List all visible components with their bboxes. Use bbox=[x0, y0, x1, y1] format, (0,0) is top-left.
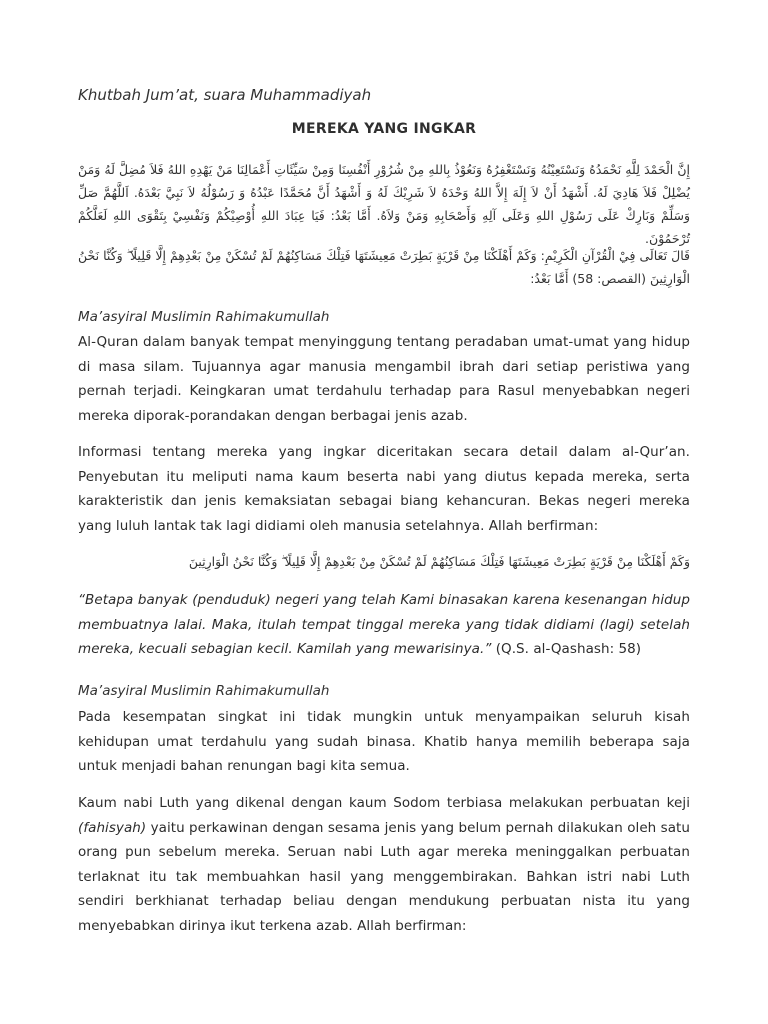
verse-arabic-text: وَكَمْ أَهْلَكْنَا مِنْ قَرْيَةٍ بَطِرَتْ مَعِيشَتَهَا فَتِلْكَ مَسَاكِنُهُمْ لَمْ تُسْكَنْ مِنْ بَعْدِهِمْ إِلَّا قَلِيلًا ۖ وَكُنَّا نَحْنُ الْوَارِثِينَ bbox=[188, 554, 690, 569]
verse-translation-quote bbox=[78, 588, 690, 662]
paragraph: Informasi tentang mereka yang ingkar diceritakan secara detail dalam al-Qur’an. Penyebutan itu meliputi nama kaum beserta nabi yang diutus kepada mereka, serta karakteristik dan jenis kemaksiatan sebagai biang kehancuran. Bekas negeri mereka yang luluh lantak tak lagi didiami oleh manusia setelahnya. Allah berfirman: bbox=[78, 444, 690, 534]
quote-text: “Betapa banyak (penduduk) negeri yang telah Kami binasakan karena kesenangan hidup membuatnya lalai. Maka, itulah tempat tinggal mereka yang tidak didiami (lagi) setelah mereka, kecuali sebagian kecil. Kamilah yang mewarisinya.” bbox=[78, 592, 690, 657]
paragraph: Al-Quran dalam banyak tempat menyinggung tentang peradaban umat-umat yang hidup di masa silam. Tujuannya agar manusia mengambil ibrah dari setiap peristiwa yang pernah terjadi. Keingkaran umat terdahulu terhadap para Rasul menyebabkan negeri mereka diporak-porandakan dengan berbagai jenis azab. bbox=[78, 334, 690, 424]
paragraph-text: yaitu perkawinan dengan sesama jenis yang belum pernah dilakukan oleh satu orang pun sebelum mereka. Seruan nabi Luth agar mereka meninggalkan perbuatan terlaknat itu tak membuahkan hasil yang menggembirakan. Bahkan istri nabi Luth sendiri berkhianat terhadap beliau dengan mendukung perbuatan nista itu yang menyebabkan dirinya ikut terkena azab. Allah berfirman: bbox=[78, 819, 690, 934]
emphasis-term: (fahisyah) bbox=[78, 819, 147, 836]
verse-arabic-text: قَالَ تَعَالَى فِيْ الْقُرْآنِ الْكَرِيْمِ: وَكَمْ أَهْلَكْنَا مِنْ قَرْيَةٍ بَطِرَتْ مَعِيشَتَهَا فَتِلْكَ مَسَاكِنُهُمْ لَمْ تُسْكَنْ مِنْ بَعْدِهِمْ إِلَّا قَلِيلًا ۖ وَكُنَّا نَحْنُ الْوَارِثِينَ (القصص: 58) أَمَّا بَعْدُ: bbox=[78, 248, 690, 286]
paragraph: Pada kesempatan singkat ini tidak mungkin untuk menyampaikan seluruh kisah kehidupan umat terdahulu yang sudah binasa. Khatib hanya memilih beberapa saja untuk menjadi bahan renungan bagi kita semua. bbox=[78, 709, 690, 774]
subheading: Ma’asyiral Muslimin Rahimakumullah bbox=[78, 309, 330, 325]
quote-reference: (Q.S. al-Qashash: 58) bbox=[491, 641, 642, 657]
page-title: MEREKA YANG INGKAR bbox=[291, 121, 477, 137]
subheading: Ma’asyiral Muslimin Rahimakumullah bbox=[78, 683, 330, 699]
paragraph-text: Kaum nabi Luth yang dikenal dengan kaum Sodom terbiasa melakukan perbuatan keji bbox=[78, 795, 690, 811]
document-header: Khutbah Jum’at, suara Muhammadiyah bbox=[78, 86, 372, 104]
opening-arabic-text: إِنَّ الْحَمْدَ لِلَّهِ نَحْمَدُهُ وَنَسْتَعِيْنُهُ وَنَسْتَغْفِرُهُ وَنَعُوْذُ بِاللهِ مِنْ شُرُوْرِ أَنْفُسِنَا وَمِنْ سَيِّئَاتِ أَعْمَالِنَا مَنْ يَهْدِهِ اللهُ فَلاَ مُضِلَّ لَهُ وَمَنْ يُضْلِلْ فَلاَ هَادِيَ لَهُ. أَشْهَدُ أَنْ لاَ إِلَهَ إِلاَّ اللهُ وَحْدَهُ لاَ شَرِيْكَ لَهُ وَ أَشْهَدُ أَنَّ مُحَمَّدًا عَبْدُهُ وَ رَسُوْلُهُ لاَ نَبِيَّ بَعْدَهُ. اَللَّهُمَّ صَلِّ وَسَلِّمْ وَبَارِكْ عَلَى رَسُوْلِ اللهِ وَعَلَى آلِهِ وَأَصْحَابِهِ وَمَنْ وَلاَهُ. أَمَّا بَعْدُ: فَيَا عِبَادَ اللهِ أُوْصِيْكُمْ وَنَفْسِيْ بِتَقْوَى اللهِ لَعَلَّكُمْ تُرْحَمُوْنَ. bbox=[78, 162, 690, 246]
paragraph bbox=[78, 791, 690, 938]
